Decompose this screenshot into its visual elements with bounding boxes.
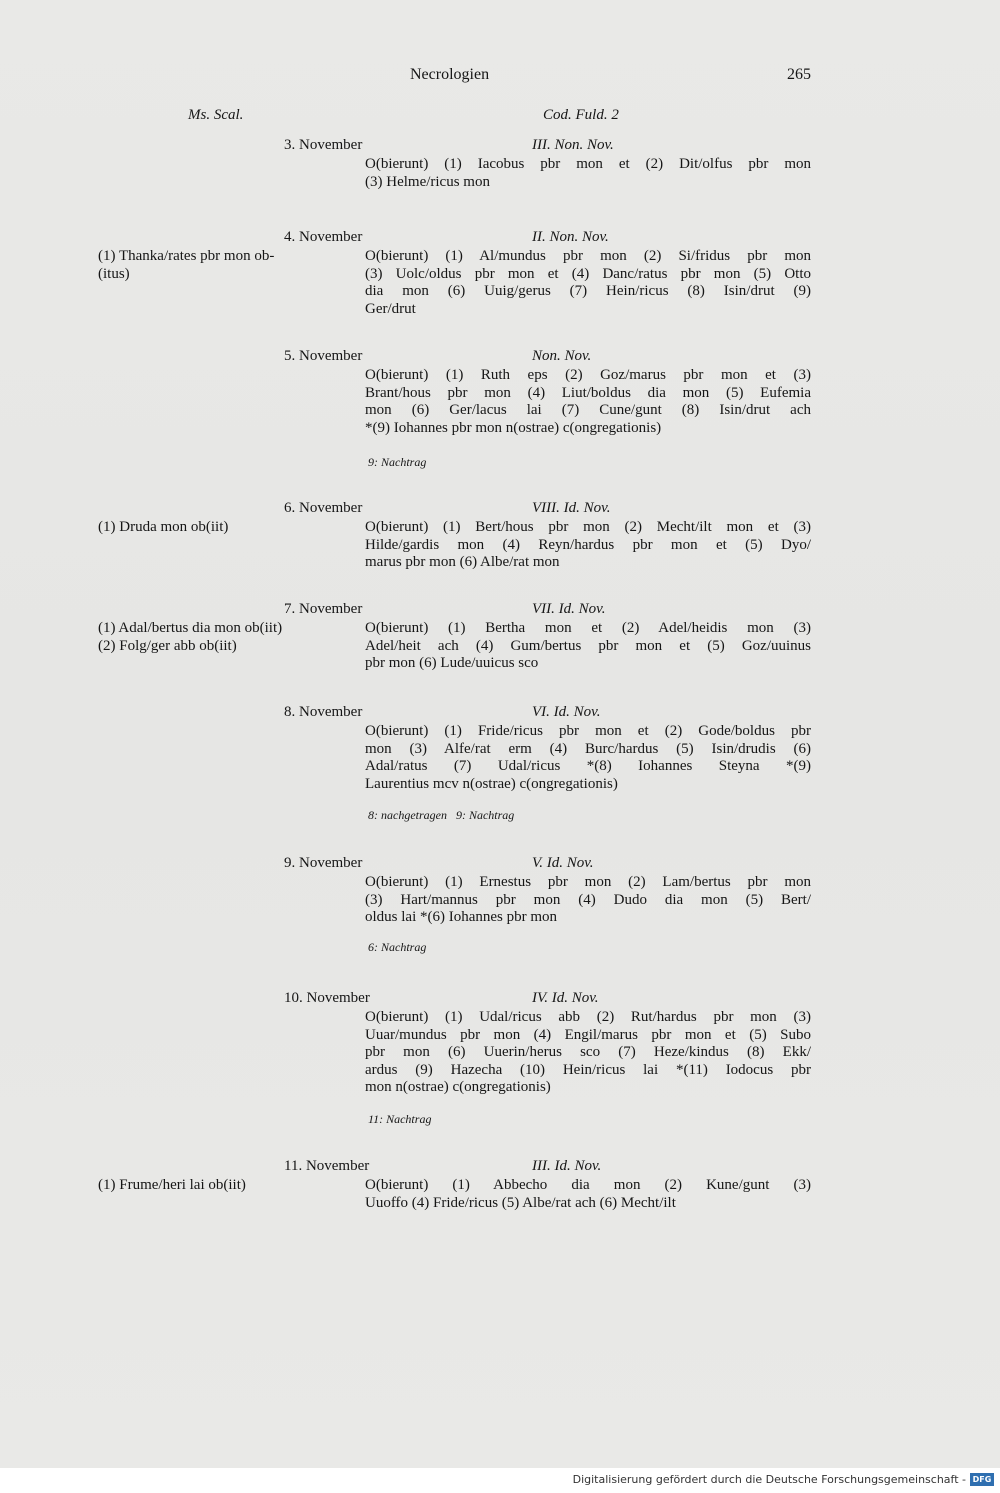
names-line: O(bierunt) (1) Bert/hous pbr mon (2) Mecht/ilt mon et (3)	[365, 519, 811, 535]
names-line: ardus (9) Hazecha (10) Hein/ricus lai *(11) Iodocus pbr	[365, 1061, 811, 1078]
date-roman: VIII. Id. Nov.	[532, 500, 611, 516]
names-line: Uuoffo (4) Fride/ricus (5) Albe/rat ach (6) Mecht/ilt	[365, 1194, 676, 1211]
scal-line: (2) Folg/ger abb ob(iit)	[98, 637, 237, 654]
names-line: pbr mon (6) Lude/uuicus sco	[365, 655, 539, 672]
date-roman: III. Non. Nov.	[532, 137, 614, 153]
fulda-names	[365, 620, 811, 673]
names-line: mon n(ostrae) c(ongregationis)	[365, 1079, 551, 1096]
date-roman: II. Non. Nov.	[532, 229, 609, 245]
names-line: Ger/drut	[365, 300, 416, 317]
scal-line: (1) Adal/bertus dia mon ob(iit)	[98, 620, 283, 636]
names-line: mon (3) Alfe/rat erm (4) Burc/hardus (5) Isin/drudis (6)	[365, 740, 811, 757]
fulda-names	[365, 367, 811, 437]
page-number: 265	[787, 66, 811, 83]
running-title: Necrologien	[410, 66, 490, 83]
editorial-note: 11: Nachtrag	[368, 1112, 432, 1126]
names-line: Laurentius mcv n(ostrae) c(ongregationis)	[365, 775, 618, 792]
column-heading-cod-fuld: Cod. Fuld. 2	[543, 107, 619, 123]
fulda-names	[365, 723, 811, 793]
scal-names	[98, 1177, 320, 1195]
date-modern: 10. November	[284, 990, 370, 1006]
footer-bar	[0, 1468, 1000, 1493]
names-line: dia mon (6) Uuig/gerus (7) Hein/ricus (8) Isin/drut (9)	[365, 283, 811, 300]
names-line: (3) Uolc/oldus pbr mon et (4) Danc/ratus pbr mon (5) Otto	[365, 265, 811, 282]
scal-line: (1) Druda mon ob(iit)	[98, 519, 229, 535]
date-modern: 5. November	[284, 348, 363, 364]
date-roman: Non. Nov.	[532, 348, 592, 364]
scal-names	[98, 519, 320, 537]
names-line: O(bierunt) (1) Al/mundus pbr mon (2) Si/fridus pbr mon	[365, 248, 811, 264]
date-modern: 7. November	[284, 601, 363, 617]
date-modern: 11. November	[284, 1158, 370, 1174]
date-modern: 9. November	[284, 855, 363, 871]
names-line: Adal/ratus (7) Udal/ricus *(8) Iohannes Steyna *(9)	[365, 758, 811, 775]
names-line: pbr mon (6) Uuerin/herus sco (7) Heze/kindus (8) Ekk/	[365, 1044, 811, 1061]
names-line: (3) Hart/mannus pbr mon (4) Dudo dia mon (5) Bert/	[365, 891, 811, 908]
names-line: O(bierunt) (1) Ruth eps (2) Goz/marus pbr mon et (3)	[365, 367, 811, 383]
names-line: (3) Helme/ricus mon	[365, 173, 490, 190]
fulda-names	[365, 1177, 811, 1212]
editorial-note: 9: Nachtrag	[368, 455, 427, 469]
date-modern: 3. November	[284, 137, 363, 153]
names-line: O(bierunt) (1) Ernestus pbr mon (2) Lam/bertus pbr mon	[365, 874, 811, 890]
scal-line: (1) Frume/heri lai ob(iit)	[98, 1177, 246, 1193]
date-roman: VI. Id. Nov.	[532, 704, 601, 720]
names-line: O(bierunt) (1) Iacobus pbr mon et (2) Dit/olfus pbr mon	[365, 156, 811, 172]
names-line: Brant/hous pbr mon (4) Liut/boldus dia mon (5) Eufemia	[365, 384, 811, 401]
scal-line: (1) Thanka/rates pbr mon ob-	[98, 248, 275, 264]
fulda-names	[365, 248, 811, 318]
names-line: O(bierunt) (1) Fride/ricus pbr mon et (2) Gode/boldus pbr	[365, 723, 811, 739]
date-modern: 6. November	[284, 500, 363, 516]
editorial-note: 6: Nachtrag	[368, 940, 427, 954]
date-roman: V. Id. Nov.	[532, 855, 594, 871]
fulda-names	[365, 519, 811, 572]
names-line: Uuar/mundus pbr mon (4) Engil/marus pbr mon et (5) Subo	[365, 1026, 811, 1043]
date-modern: 8. November	[284, 704, 363, 720]
footer-credit: Digitalisierung gefördert durch die Deutsche Forschungsgemeinschaft -	[572, 1473, 966, 1486]
names-line: O(bierunt) (1) Udal/ricus abb (2) Rut/hardus pbr mon (3)	[365, 1009, 811, 1025]
date-roman: III. Id. Nov.	[532, 1158, 602, 1174]
names-line: O(bierunt) (1) Bertha mon et (2) Adel/heidis mon (3)	[365, 620, 811, 636]
date-modern: 4. November	[284, 229, 363, 245]
names-line: Adel/heit ach (4) Gum/bertus pbr mon et (5) Goz/uuinus	[365, 637, 811, 654]
fulda-names	[365, 1009, 811, 1097]
fulda-names	[365, 156, 811, 191]
names-line: O(bierunt) (1) Abbecho dia mon (2) Kune/gunt (3)	[365, 1177, 811, 1193]
fulda-names	[365, 874, 811, 927]
names-line: Hilde/gardis mon (4) Reyn/hardus pbr mon et (5) Dyo/	[365, 536, 811, 553]
editorial-note: 8: nachgetragen 9: Nachtrag	[368, 808, 515, 822]
date-roman: VII. Id. Nov.	[532, 601, 606, 617]
names-line: oldus lai *(6) Iohannes pbr mon	[365, 909, 558, 926]
scal-line: (itus)	[98, 265, 130, 282]
dfg-logo: DFG	[970, 1473, 994, 1486]
names-line: marus pbr mon (6) Albe/rat mon	[365, 554, 560, 571]
scal-names	[98, 248, 320, 283]
column-heading-ms-scal: Ms. Scal.	[188, 107, 244, 123]
names-line: mon (6) Ger/lacus lai (7) Cune/gunt (8) Isin/drut ach	[365, 402, 811, 419]
date-roman: IV. Id. Nov.	[532, 990, 599, 1006]
scal-names	[98, 620, 320, 655]
names-line: *(9) Iohannes pbr mon n(ostrae) c(ongregationis)	[365, 419, 662, 436]
